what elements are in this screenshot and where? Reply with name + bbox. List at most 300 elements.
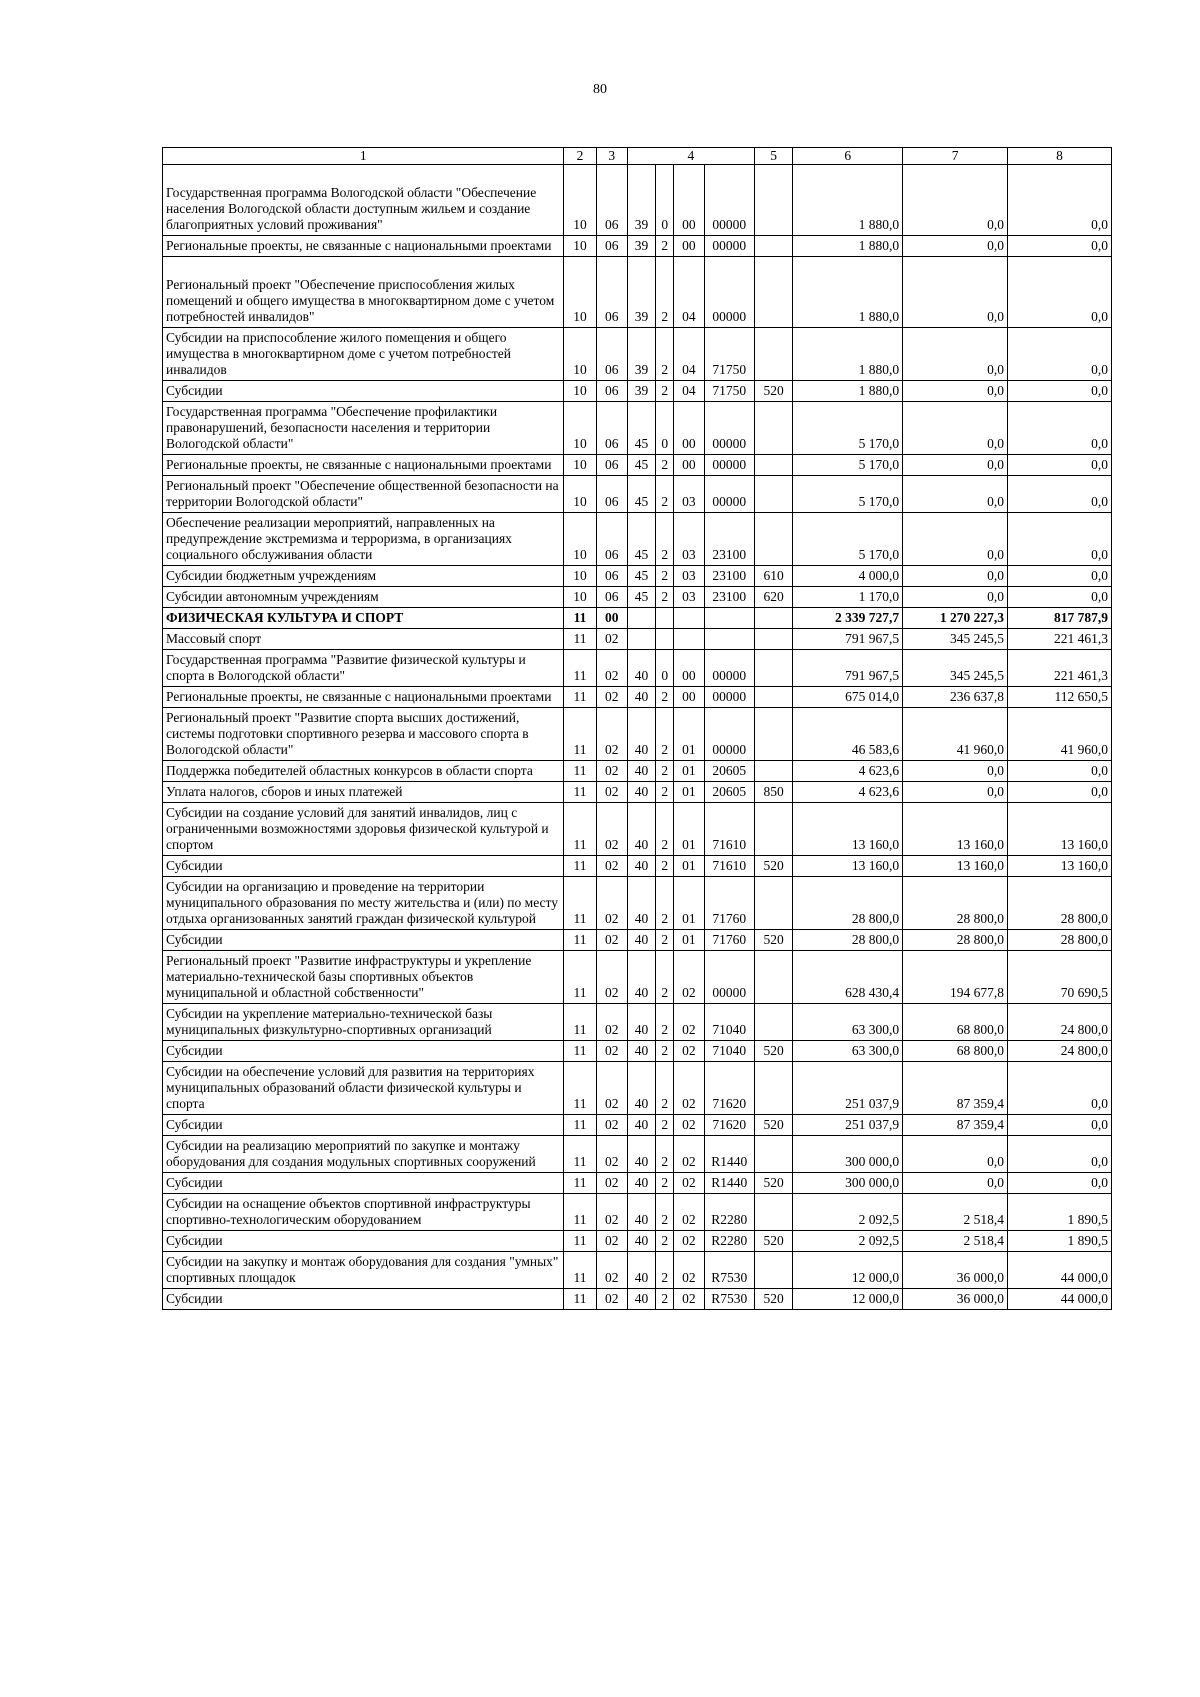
expense-type-code [754, 1252, 792, 1289]
expense-type-code: 850 [754, 782, 792, 803]
expense-type-code [754, 257, 792, 328]
amount-col8: 221 461,3 [1008, 650, 1112, 687]
expense-type-code [754, 708, 792, 761]
project-code: 00 [674, 165, 704, 236]
amount-col8: 0,0 [1008, 513, 1112, 566]
row-name: Региональный проект "Обеспечение приспособления жилых помещений и общего имущества в многоквартирном доме с учетом потребностей инвалидов" [163, 257, 564, 328]
expense-type-code [754, 165, 792, 236]
project-code: 03 [674, 587, 704, 608]
program-code: 40 [627, 803, 655, 856]
amount-col8: 817 787,9 [1008, 608, 1112, 629]
section-code: 11 [564, 1062, 596, 1115]
amount-col6: 13 160,0 [793, 856, 903, 877]
subprogram-code: 2 [656, 236, 674, 257]
direction-code: R1440 [704, 1136, 754, 1173]
program-code: 40 [627, 687, 655, 708]
amount-col6: 1 880,0 [793, 236, 903, 257]
table-row [163, 587, 1112, 608]
section-code: 11 [564, 1289, 596, 1310]
amount-col8: 41 960,0 [1008, 708, 1112, 761]
amount-col6: 251 037,9 [793, 1062, 903, 1115]
expense-type-code [754, 328, 792, 381]
subsection-code: 02 [596, 856, 627, 877]
amount-col7: 68 800,0 [903, 1004, 1008, 1041]
section-code: 11 [564, 608, 596, 629]
amount-col8: 0,0 [1008, 402, 1112, 455]
row-name: Региональный проект "Развитие спорта высших достижений, системы подготовки спортивного резерва и массового спорта в Вологодской области" [163, 708, 564, 761]
header-cell: 6 [793, 148, 903, 165]
amount-col8: 0,0 [1008, 1136, 1112, 1173]
subprogram-code: 2 [656, 856, 674, 877]
program-code: 39 [627, 381, 655, 402]
direction-code: 71620 [704, 1115, 754, 1136]
table-row [163, 257, 1112, 328]
direction-code [704, 629, 754, 650]
section-code: 11 [564, 1231, 596, 1252]
subsection-code: 02 [596, 1231, 627, 1252]
amount-col8: 0,0 [1008, 165, 1112, 236]
amount-col8: 0,0 [1008, 1173, 1112, 1194]
amount-col6: 675 014,0 [793, 687, 903, 708]
direction-code: 71040 [704, 1004, 754, 1041]
amount-col6: 1 170,0 [793, 587, 903, 608]
amount-col7: 0,0 [903, 1173, 1008, 1194]
expense-type-code [754, 761, 792, 782]
row-name: Региональный проект "Обеспечение общественной безопасности на территории Вологодской области" [163, 476, 564, 513]
subsection-code: 06 [596, 381, 627, 402]
subprogram-code: 2 [656, 803, 674, 856]
subsection-code: 02 [596, 782, 627, 803]
row-name: Региональные проекты, не связанные с национальными проектами [163, 236, 564, 257]
amount-col8: 13 160,0 [1008, 856, 1112, 877]
row-name: Субсидии на реализацию мероприятий по закупке и монтажу оборудования для создания модульных спортивных сооружений [163, 1136, 564, 1173]
subprogram-code [656, 629, 674, 650]
amount-col7: 87 359,4 [903, 1062, 1008, 1115]
amount-col7: 236 637,8 [903, 687, 1008, 708]
subsection-code: 02 [596, 708, 627, 761]
subsection-code: 02 [596, 761, 627, 782]
row-name: Субсидии на создание условий для занятий инвалидов, лиц с ограниченными возможностями здоровья физической культурой и спортом [163, 803, 564, 856]
amount-col6: 4 623,6 [793, 761, 903, 782]
expense-type-code [754, 629, 792, 650]
row-name: Региональный проект "Развитие инфраструктуры и укрепление материально-технической базы спортивных объектов муниципальной и областной собственности" [163, 951, 564, 1004]
amount-col8: 0,0 [1008, 257, 1112, 328]
program-code: 40 [627, 761, 655, 782]
amount-col8: 1 890,5 [1008, 1194, 1112, 1231]
section-code: 10 [564, 587, 596, 608]
amount-col7: 0,0 [903, 782, 1008, 803]
program-code [627, 629, 655, 650]
program-code: 39 [627, 165, 655, 236]
amount-col6: 5 170,0 [793, 513, 903, 566]
project-code: 00 [674, 402, 704, 455]
table-row [163, 1115, 1112, 1136]
project-code: 01 [674, 803, 704, 856]
table-body [163, 165, 1112, 1310]
row-name: Субсидии на оснащение объектов спортивной инфраструктуры спортивно-технологическим оборудованием [163, 1194, 564, 1231]
project-code: 02 [674, 1136, 704, 1173]
table-row [163, 402, 1112, 455]
program-code: 39 [627, 257, 655, 328]
project-code: 02 [674, 951, 704, 1004]
section-code: 10 [564, 257, 596, 328]
direction-code: 00000 [704, 236, 754, 257]
amount-col6: 4 623,6 [793, 782, 903, 803]
expense-type-code [754, 236, 792, 257]
expense-type-code [754, 803, 792, 856]
amount-col7: 28 800,0 [903, 877, 1008, 930]
table-row [163, 566, 1112, 587]
section-code: 11 [564, 856, 596, 877]
project-code: 02 [674, 1252, 704, 1289]
direction-code: 23100 [704, 587, 754, 608]
subsection-code: 02 [596, 1194, 627, 1231]
project-code: 02 [674, 1115, 704, 1136]
project-code [674, 629, 704, 650]
program-code: 45 [627, 566, 655, 587]
row-name: Государственная программа "Обеспечение профилактики правонарушений, безопасности населения и территории Вологодской области" [163, 402, 564, 455]
program-code: 40 [627, 877, 655, 930]
amount-col7: 36 000,0 [903, 1252, 1008, 1289]
program-code: 40 [627, 1231, 655, 1252]
section-code: 11 [564, 803, 596, 856]
program-code: 40 [627, 1115, 655, 1136]
subsection-code: 02 [596, 1289, 627, 1310]
subsection-code: 02 [596, 877, 627, 930]
row-name: Субсидии [163, 856, 564, 877]
row-name: Обеспечение реализации мероприятий, направленных на предупреждение экстремизма и терроризма, в организациях социального обслуживания области [163, 513, 564, 566]
amount-col8: 0,0 [1008, 328, 1112, 381]
project-code: 02 [674, 1041, 704, 1062]
direction-code: 00000 [704, 650, 754, 687]
amount-col8: 0,0 [1008, 1062, 1112, 1115]
subsection-code: 02 [596, 1062, 627, 1115]
program-code: 40 [627, 1252, 655, 1289]
subprogram-code: 2 [656, 328, 674, 381]
table-row [163, 236, 1112, 257]
amount-col7: 0,0 [903, 165, 1008, 236]
amount-col6: 5 170,0 [793, 402, 903, 455]
project-code: 02 [674, 1173, 704, 1194]
section-code: 11 [564, 1252, 596, 1289]
direction-code: 71760 [704, 877, 754, 930]
subsection-code: 06 [596, 566, 627, 587]
subsection-code: 02 [596, 951, 627, 1004]
row-name: Государственная программа Вологодской области "Обеспечение населения Вологодской области доступным жильем и создание благоприятных условий проживания" [163, 165, 564, 236]
project-code: 02 [674, 1194, 704, 1231]
expense-type-code [754, 687, 792, 708]
subprogram-code: 2 [656, 1231, 674, 1252]
program-code: 40 [627, 930, 655, 951]
amount-col7: 0,0 [903, 328, 1008, 381]
subprogram-code: 2 [656, 782, 674, 803]
program-code: 40 [627, 1062, 655, 1115]
amount-col8: 112 650,5 [1008, 687, 1112, 708]
direction-code: R1440 [704, 1173, 754, 1194]
amount-col8: 24 800,0 [1008, 1041, 1112, 1062]
direction-code: 00000 [704, 165, 754, 236]
table-row [163, 1062, 1112, 1115]
amount-col7: 345 245,5 [903, 629, 1008, 650]
project-code: 01 [674, 782, 704, 803]
direction-code: 71610 [704, 803, 754, 856]
expense-type-code [754, 513, 792, 566]
expense-type-code [754, 1062, 792, 1115]
direction-code: 23100 [704, 566, 754, 587]
section-code: 11 [564, 687, 596, 708]
amount-col7: 0,0 [903, 513, 1008, 566]
table-row [163, 930, 1112, 951]
amount-col8: 70 690,5 [1008, 951, 1112, 1004]
header-cell: 3 [596, 148, 627, 165]
table-row [163, 328, 1112, 381]
section-code: 10 [564, 402, 596, 455]
amount-col7: 41 960,0 [903, 708, 1008, 761]
amount-col7: 0,0 [903, 236, 1008, 257]
program-code: 45 [627, 513, 655, 566]
table-row [163, 165, 1112, 236]
amount-col8: 0,0 [1008, 782, 1112, 803]
project-code [674, 608, 704, 629]
direction-code: R7530 [704, 1289, 754, 1310]
program-code [627, 608, 655, 629]
amount-col7: 0,0 [903, 476, 1008, 513]
amount-col6: 12 000,0 [793, 1252, 903, 1289]
expense-type-code [754, 877, 792, 930]
subprogram-code: 2 [656, 257, 674, 328]
row-name: Массовый спорт [163, 629, 564, 650]
section-code: 11 [564, 708, 596, 761]
subsection-code: 02 [596, 1252, 627, 1289]
amount-col7: 0,0 [903, 455, 1008, 476]
section-code: 10 [564, 476, 596, 513]
budget-table [162, 147, 1112, 1310]
section-code: 10 [564, 328, 596, 381]
amount-col7: 68 800,0 [903, 1041, 1008, 1062]
section-code: 10 [564, 566, 596, 587]
direction-code: 00000 [704, 402, 754, 455]
row-name: Субсидии на обеспечение условий для развития на территориях муниципальных образований области физической культуры и спорта [163, 1062, 564, 1115]
subprogram-code: 2 [656, 476, 674, 513]
program-code: 40 [627, 650, 655, 687]
program-code: 40 [627, 708, 655, 761]
project-code: 04 [674, 381, 704, 402]
section-code: 11 [564, 877, 596, 930]
subprogram-code: 2 [656, 566, 674, 587]
row-name: Государственная программа "Развитие физической культуры и спорта в Вологодской области" [163, 650, 564, 687]
expense-type-code: 520 [754, 1173, 792, 1194]
project-code: 01 [674, 761, 704, 782]
amount-col8: 44 000,0 [1008, 1252, 1112, 1289]
program-code: 40 [627, 782, 655, 803]
amount-col8: 0,0 [1008, 587, 1112, 608]
subsection-code: 06 [596, 587, 627, 608]
amount-col6: 1 880,0 [793, 165, 903, 236]
project-code: 00 [674, 455, 704, 476]
amount-col7: 0,0 [903, 257, 1008, 328]
subprogram-code: 2 [656, 877, 674, 930]
amount-col7: 0,0 [903, 402, 1008, 455]
direction-code: 71620 [704, 1062, 754, 1115]
row-name: Субсидии [163, 1231, 564, 1252]
subprogram-code: 2 [656, 1062, 674, 1115]
header-cell: 2 [564, 148, 596, 165]
amount-col7: 13 160,0 [903, 803, 1008, 856]
amount-col6: 12 000,0 [793, 1289, 903, 1310]
section-code: 11 [564, 629, 596, 650]
amount-col6: 300 000,0 [793, 1136, 903, 1173]
subprogram-code: 2 [656, 708, 674, 761]
program-code: 45 [627, 587, 655, 608]
direction-code [704, 608, 754, 629]
direction-code: R2280 [704, 1231, 754, 1252]
row-name: Уплата налогов, сборов и иных платежей [163, 782, 564, 803]
row-name: Субсидии [163, 1173, 564, 1194]
subprogram-code: 2 [656, 1004, 674, 1041]
project-code: 03 [674, 513, 704, 566]
page-number: 80 [593, 82, 607, 97]
subprogram-code: 2 [656, 587, 674, 608]
expense-type-code: 520 [754, 1115, 792, 1136]
section-code: 11 [564, 761, 596, 782]
table-row [163, 1231, 1112, 1252]
direction-code: 00000 [704, 687, 754, 708]
header-cell: 4 [627, 148, 754, 165]
direction-code: 00000 [704, 476, 754, 513]
table-row [163, 803, 1112, 856]
amount-col6: 63 300,0 [793, 1041, 903, 1062]
amount-col6: 2 092,5 [793, 1194, 903, 1231]
direction-code: 23100 [704, 513, 754, 566]
subsection-code: 02 [596, 1136, 627, 1173]
expense-type-code [754, 1194, 792, 1231]
table-row [163, 1252, 1112, 1289]
table-row [163, 761, 1112, 782]
section-code: 10 [564, 381, 596, 402]
project-code: 02 [674, 1062, 704, 1115]
table-row [163, 782, 1112, 803]
table-row [163, 708, 1112, 761]
header-cell: 1 [163, 148, 564, 165]
amount-col6: 1 880,0 [793, 328, 903, 381]
subprogram-code: 2 [656, 1252, 674, 1289]
direction-code: 00000 [704, 257, 754, 328]
amount-col6: 2 092,5 [793, 1231, 903, 1252]
amount-col7: 87 359,4 [903, 1115, 1008, 1136]
expense-type-code: 520 [754, 930, 792, 951]
amount-col6: 4 000,0 [793, 566, 903, 587]
amount-col6: 63 300,0 [793, 1004, 903, 1041]
row-name: Субсидии автономным учреждениям [163, 587, 564, 608]
section-code: 11 [564, 1136, 596, 1173]
expense-type-code [754, 402, 792, 455]
program-code: 45 [627, 455, 655, 476]
row-name: Субсидии на укрепление материально-технической базы муниципальных физкультурно-спортивных организаций [163, 1004, 564, 1041]
subsection-code: 06 [596, 165, 627, 236]
table-header [163, 148, 1112, 165]
amount-col6: 300 000,0 [793, 1173, 903, 1194]
amount-col8: 0,0 [1008, 455, 1112, 476]
subprogram-code: 2 [656, 687, 674, 708]
subprogram-code: 2 [656, 381, 674, 402]
subsection-code: 00 [596, 608, 627, 629]
program-code: 40 [627, 1041, 655, 1062]
section-code: 11 [564, 1173, 596, 1194]
table-row [163, 951, 1112, 1004]
table-row [163, 856, 1112, 877]
direction-code: 71750 [704, 381, 754, 402]
amount-col7: 345 245,5 [903, 650, 1008, 687]
subprogram-code: 0 [656, 402, 674, 455]
project-code: 01 [674, 877, 704, 930]
table-row [163, 1173, 1112, 1194]
subsection-code: 02 [596, 650, 627, 687]
subsection-code: 02 [596, 1115, 627, 1136]
row-name: Субсидии [163, 1115, 564, 1136]
section-code: 11 [564, 1004, 596, 1041]
amount-col7: 194 677,8 [903, 951, 1008, 1004]
amount-col6: 791 967,5 [793, 629, 903, 650]
amount-col8: 24 800,0 [1008, 1004, 1112, 1041]
section-code: 11 [564, 650, 596, 687]
subprogram-code: 2 [656, 1115, 674, 1136]
amount-col8: 0,0 [1008, 236, 1112, 257]
amount-col8: 1 890,5 [1008, 1231, 1112, 1252]
table-row [163, 1041, 1112, 1062]
subprogram-code: 0 [656, 650, 674, 687]
subprogram-code: 2 [656, 761, 674, 782]
section-code: 10 [564, 513, 596, 566]
program-code: 39 [627, 328, 655, 381]
amount-col8: 28 800,0 [1008, 877, 1112, 930]
table-row [163, 687, 1112, 708]
expense-type-code: 520 [754, 1289, 792, 1310]
subsection-code: 06 [596, 476, 627, 513]
direction-code: 00000 [704, 708, 754, 761]
direction-code: 20605 [704, 782, 754, 803]
header-cell: 8 [1008, 148, 1112, 165]
amount-col8: 0,0 [1008, 381, 1112, 402]
subprogram-code: 0 [656, 165, 674, 236]
table-row [163, 1194, 1112, 1231]
amount-col8: 0,0 [1008, 476, 1112, 513]
subsection-code: 06 [596, 455, 627, 476]
section-code: 11 [564, 930, 596, 951]
direction-code: 71750 [704, 328, 754, 381]
amount-col7: 13 160,0 [903, 856, 1008, 877]
table-row [163, 455, 1112, 476]
amount-col6: 13 160,0 [793, 803, 903, 856]
amount-col6: 791 967,5 [793, 650, 903, 687]
project-code: 04 [674, 328, 704, 381]
amount-col7: 2 518,4 [903, 1231, 1008, 1252]
section-code: 11 [564, 951, 596, 1004]
subsection-code: 02 [596, 1041, 627, 1062]
program-code: 40 [627, 1004, 655, 1041]
subsection-code: 02 [596, 1004, 627, 1041]
project-code: 02 [674, 1289, 704, 1310]
amount-col6: 1 880,0 [793, 257, 903, 328]
program-code: 45 [627, 476, 655, 513]
subsection-code: 02 [596, 629, 627, 650]
expense-type-code [754, 608, 792, 629]
expense-type-code [754, 1136, 792, 1173]
row-name: Субсидии [163, 1041, 564, 1062]
section-code: 11 [564, 782, 596, 803]
project-code: 00 [674, 236, 704, 257]
expense-type-code: 620 [754, 587, 792, 608]
table-row [163, 1136, 1112, 1173]
